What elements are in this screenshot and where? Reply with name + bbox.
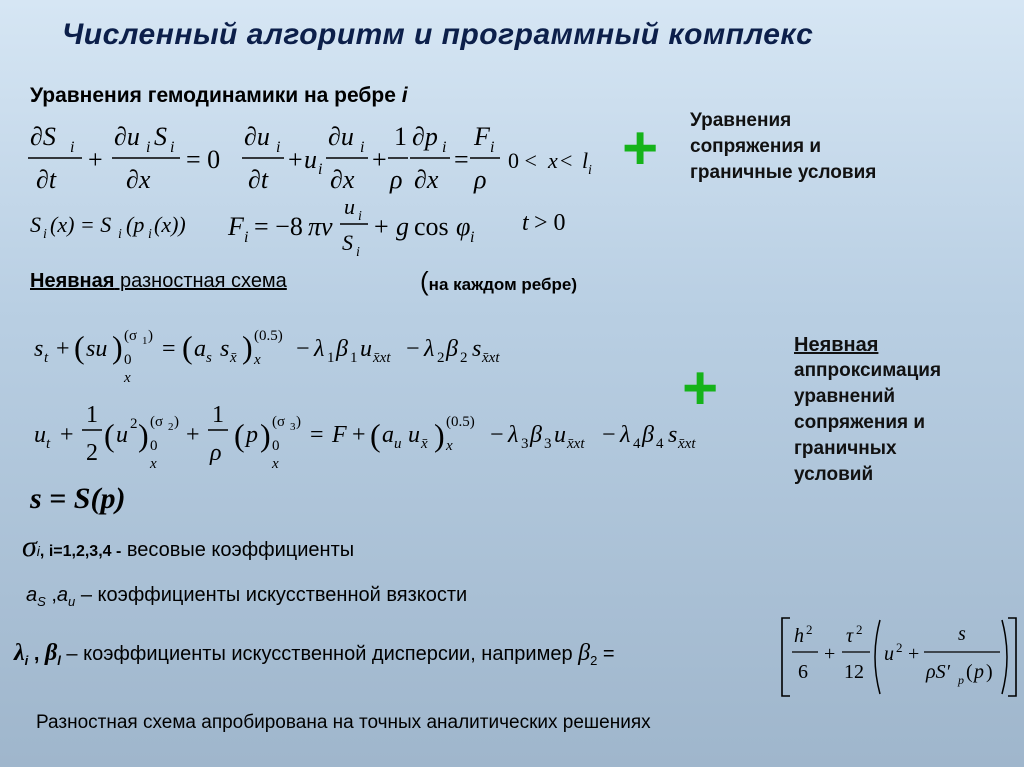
svg-text:u: u <box>34 422 46 448</box>
beta2-equals: = <box>597 643 615 665</box>
svg-text:2: 2 <box>460 350 468 366</box>
svg-text:(: ( <box>234 417 245 453</box>
svg-text:(σ: (σ <box>272 414 286 430</box>
svg-text:i: i <box>146 139 151 156</box>
svg-text:a: a <box>382 422 394 448</box>
svg-text:t: t <box>46 436 51 452</box>
svg-text:S: S <box>154 122 167 151</box>
svg-text:x̄xt: x̄xt <box>567 436 585 452</box>
footer-note: Разностная схема апробирована на точных аналитических решениях <box>36 712 651 733</box>
svg-text:=: = <box>162 336 176 362</box>
svg-text:i: i <box>470 229 475 246</box>
svg-text:S: S <box>342 230 353 255</box>
difference-scheme-note-paren: ( <box>420 266 429 296</box>
svg-text:0: 0 <box>150 438 158 454</box>
svg-text:ρ: ρ <box>390 165 403 194</box>
svg-text:h: h <box>794 625 804 647</box>
svg-text:πν: πν <box>308 212 333 241</box>
svg-text:+: + <box>88 145 103 174</box>
svg-text:2: 2 <box>856 622 863 637</box>
difference-scheme-note <box>420 266 577 297</box>
svg-text:x: x <box>446 438 453 454</box>
svg-text:4: 4 <box>656 436 664 452</box>
svg-text:u: u <box>360 336 372 362</box>
svg-text:=: = <box>454 145 469 174</box>
svg-text:λ: λ <box>314 336 325 362</box>
svg-text:+: + <box>374 212 389 241</box>
svg-text:+: + <box>372 145 387 174</box>
dispersion-text: – коэффициенты искусственной дисперсии, например <box>60 643 579 665</box>
svg-text:x̄: x̄ <box>230 350 237 366</box>
svg-text:3: 3 <box>290 421 296 433</box>
svg-text:2: 2 <box>806 622 813 637</box>
svg-text:+: + <box>352 422 366 448</box>
svg-text:2: 2 <box>86 440 98 466</box>
slide-title: Численный алгоритм и программный комплекс <box>62 18 814 51</box>
svg-text:x: x <box>150 456 157 472</box>
viscosity-note: $a_S$ $,a_u$ – коэффициенты искусственной вязкости <box>26 584 468 609</box>
hemodynamics-heading <box>30 84 408 108</box>
svg-text:∂x: ∂x <box>330 165 355 194</box>
side-note-approximation-line2: уравнений <box>794 386 896 407</box>
svg-text:+: + <box>186 422 200 448</box>
side-note-coupling-line3: граничные условия <box>690 162 877 183</box>
svg-text:s: s <box>958 623 966 645</box>
svg-text:(0.5): (0.5) <box>446 414 475 430</box>
sigma-text: весовые коэффициенты <box>121 539 355 561</box>
svg-text:2: 2 <box>130 416 138 432</box>
svg-text:u: u <box>394 436 402 452</box>
svg-text:+: + <box>60 422 74 448</box>
svg-text:): ) <box>260 417 271 453</box>
svg-text:u: u <box>884 643 894 665</box>
svg-text:(: ( <box>966 661 973 683</box>
svg-text:x̄xt: x̄xt <box>373 350 391 366</box>
side-note-coupling-line2: сопряжения и <box>690 136 822 157</box>
svg-text:0 <: 0 < <box>508 148 537 173</box>
svg-text:2: 2 <box>437 350 445 366</box>
svg-text:s: s <box>206 350 212 366</box>
svg-text:i: i <box>244 229 249 246</box>
svg-text:+: + <box>56 336 70 362</box>
svg-text:u: u <box>344 194 355 219</box>
svg-text:1: 1 <box>327 350 335 366</box>
svg-text:= −8: = −8 <box>254 212 303 241</box>
svg-text:a: a <box>194 336 206 362</box>
svg-text:F: F <box>228 212 244 241</box>
svg-text:t: t <box>522 210 529 236</box>
svg-text:1: 1 <box>394 122 407 151</box>
svg-text:): ) <box>112 329 123 365</box>
svg-text:): ) <box>148 328 153 344</box>
svg-text:> 0: > 0 <box>534 210 566 236</box>
svg-text:1: 1 <box>212 402 224 428</box>
svg-text:i: i <box>276 139 281 156</box>
svg-text:p: p <box>958 673 964 687</box>
svg-text:s: s <box>668 422 678 448</box>
svg-text:ρ: ρ <box>210 440 222 466</box>
side-note-approximation <box>794 332 941 488</box>
sigma-note <box>22 530 354 564</box>
svg-text:(: ( <box>370 417 381 453</box>
svg-text:λ: λ <box>508 422 519 448</box>
svg-text:i: i <box>588 163 592 178</box>
svg-text:i: i <box>442 139 447 156</box>
hemodynamics-heading-text: Уравнения гемодинамики на ребре <box>30 84 396 107</box>
svg-text:s: s <box>472 336 482 362</box>
svg-text:∂x: ∂x <box>414 165 439 194</box>
svg-text:= 0: = 0 <box>186 145 221 174</box>
svg-text:): ) <box>138 417 149 453</box>
svg-text:(: ( <box>74 329 85 365</box>
svg-text:s: s <box>34 336 44 362</box>
svg-text:∂t: ∂t <box>248 165 269 194</box>
svg-text:∂S: ∂S <box>30 122 56 151</box>
svg-text:F: F <box>332 422 347 448</box>
svg-text:∂p: ∂p <box>412 122 438 151</box>
svg-text:i: i <box>490 139 495 156</box>
svg-text:∂u: ∂u <box>114 122 140 151</box>
svg-text:x: x <box>124 370 131 386</box>
svg-text:x̄: x̄ <box>421 436 428 452</box>
svg-text:S: S <box>30 212 41 237</box>
svg-text:cos: cos <box>414 212 449 241</box>
svg-text:ρ: ρ <box>474 165 487 194</box>
plus-icon-2: + <box>682 354 719 423</box>
svg-text:∂t: ∂t <box>36 165 57 194</box>
svg-text:0: 0 <box>272 438 280 454</box>
svg-text:x: x <box>254 352 261 368</box>
svg-text:g: g <box>396 212 409 241</box>
side-note-coupling <box>690 108 876 186</box>
side-note-approximation-line3: сопряжения и <box>794 412 926 433</box>
svg-text:F: F <box>474 122 490 151</box>
svg-text:): ) <box>434 417 445 453</box>
side-note-approximation-line1: аппроксимация <box>794 360 942 381</box>
svg-text:∂x: ∂x <box>126 165 151 194</box>
svg-text:1: 1 <box>350 350 358 366</box>
svg-text:t: t <box>44 350 49 366</box>
svg-text:λ: λ <box>620 422 631 448</box>
side-note-coupling-line1: Уравнения <box>690 110 792 131</box>
svg-text:φ: φ <box>456 212 471 241</box>
sigma-symbol: σ <box>22 530 37 563</box>
svg-text:u: u <box>554 422 566 448</box>
svg-text:i: i <box>358 209 362 224</box>
svg-text:−: − <box>490 422 504 448</box>
svg-text:i: i <box>356 245 360 260</box>
svg-text:): ) <box>242 329 253 365</box>
svg-text:4: 4 <box>633 436 641 452</box>
hemodynamics-equations <box>22 110 622 260</box>
svg-text:6: 6 <box>798 661 808 683</box>
svg-text:x̄xt: x̄xt <box>678 436 696 452</box>
side-note-approximation-line4: граничных <box>794 438 897 459</box>
svg-text:0: 0 <box>124 352 132 368</box>
svg-text:ρS′: ρS′ <box>926 661 950 683</box>
svg-text:i: i <box>70 139 75 156</box>
hemodynamics-heading-var: i <box>401 84 408 107</box>
svg-text:∂u: ∂u <box>244 122 270 151</box>
svg-text:p: p <box>246 422 258 448</box>
side-note-approximation-bold: Неявная <box>794 334 879 356</box>
svg-text:−: − <box>406 336 420 362</box>
svg-text:β: β <box>642 422 654 448</box>
svg-text:): ) <box>986 661 993 683</box>
svg-text:u: u <box>116 422 128 448</box>
svg-text:−: − <box>602 422 616 448</box>
svg-text:(p: (p <box>126 212 145 237</box>
svg-text:3: 3 <box>521 436 529 452</box>
svg-text:i: i <box>43 227 47 242</box>
svg-text:(x)): (x)) <box>154 212 186 237</box>
beta2-symbol: β <box>578 640 591 666</box>
svg-text:x: x <box>548 148 558 173</box>
svg-text:): ) <box>296 414 301 430</box>
svg-text:2: 2 <box>168 421 174 433</box>
difference-scheme-heading-bold: Неявная <box>30 270 115 292</box>
svg-text:∂u: ∂u <box>328 122 354 151</box>
plus-icon: + <box>622 114 659 183</box>
svg-text:su: su <box>86 336 108 362</box>
beta2-formula <box>776 612 1024 702</box>
svg-text:(σ: (σ <box>124 328 138 344</box>
svg-text:2: 2 <box>896 640 903 655</box>
svg-text:i: i <box>118 227 122 242</box>
svg-text:x̄xt: x̄xt <box>482 350 500 366</box>
svg-text:τ: τ <box>846 625 854 647</box>
difference-scheme-equations <box>30 318 730 488</box>
svg-text:λ: λ <box>424 336 435 362</box>
side-note-approximation-line5: условий <box>794 464 874 485</box>
beta2-subscript: 2 <box>590 653 598 668</box>
svg-text:(σ: (σ <box>150 414 164 430</box>
svg-text:i: i <box>318 161 323 178</box>
viscosity-text: – коэффициенты искусственной вязкости <box>75 584 468 606</box>
svg-text:12: 12 <box>844 661 864 683</box>
svg-text:+: + <box>288 145 303 174</box>
svg-text:β: β <box>446 336 458 362</box>
svg-text:u: u <box>408 422 420 448</box>
svg-text:+: + <box>824 643 836 665</box>
svg-text:l: l <box>582 148 589 173</box>
difference-scheme-note-text: на каждом ребре) <box>428 275 577 294</box>
svg-text:−: − <box>296 336 310 362</box>
dispersion-note: $\lambda_i$ , $\beta_l$ – коэффициенты искусственной дисперсии, например $\beta_2$ = <box>14 640 615 668</box>
svg-text:u: u <box>304 145 317 174</box>
svg-text:3: 3 <box>544 436 552 452</box>
svg-text:<: < <box>560 148 573 173</box>
svg-text:(x) = S: (x) = S <box>50 212 112 237</box>
svg-text:i: i <box>360 139 365 156</box>
svg-text:+: + <box>908 643 920 665</box>
svg-text:(: ( <box>104 417 115 453</box>
svg-text:i: i <box>170 139 175 156</box>
svg-text:=: = <box>310 422 324 448</box>
svg-text:x: x <box>272 456 279 472</box>
svg-text:β: β <box>530 422 542 448</box>
svg-text:β: β <box>336 336 348 362</box>
svg-text:): ) <box>174 414 179 430</box>
sigma-index: , i=1,2,3,4 - <box>39 543 122 560</box>
svg-text:(0.5): (0.5) <box>254 328 283 344</box>
svg-text:(: ( <box>182 329 193 365</box>
difference-scheme-heading-rest: разностная схема <box>114 270 287 292</box>
svg-text:s: s <box>220 336 230 362</box>
svg-text:1: 1 <box>142 335 148 347</box>
sigma-subscript: i <box>36 543 40 559</box>
difference-scheme-heading <box>30 270 287 293</box>
svg-text:1: 1 <box>86 402 98 428</box>
svg-text:p: p <box>974 661 984 683</box>
svg-text:i: i <box>148 227 152 242</box>
pressure-area-relation: s = S(p) <box>30 482 126 515</box>
